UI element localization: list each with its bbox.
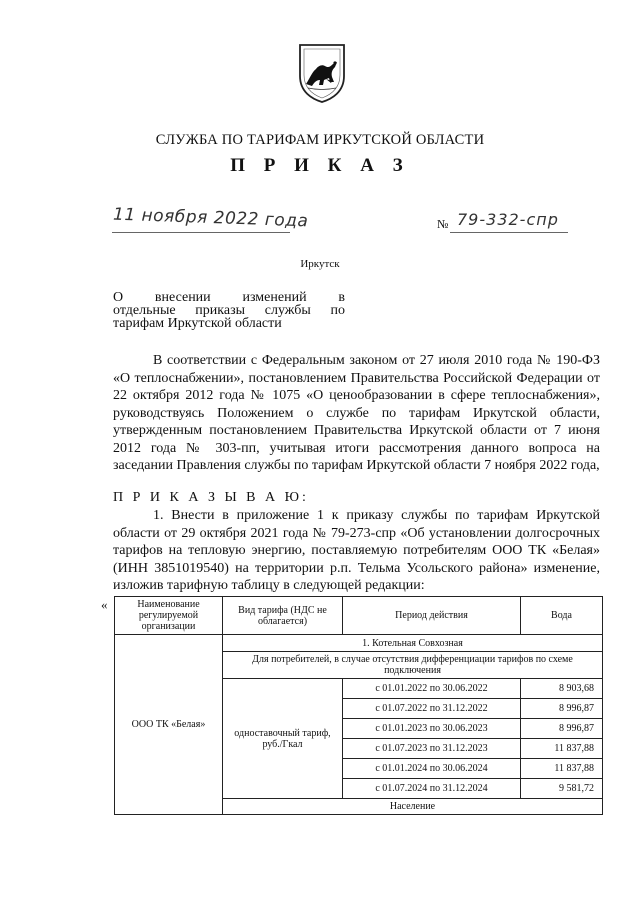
subject-line: отдельные приказы службы по [113,303,345,318]
organization-cell: ООО ТК «Белая» [115,635,223,815]
number-underline [450,232,568,233]
period-cell: с 01.01.2024 по 30.06.2024 [343,759,521,779]
subject-line: О внесении изменений в [113,290,345,305]
value-cell: 8 903,68 [521,679,603,699]
period-cell: с 01.01.2023 по 30.06.2023 [343,719,521,739]
table-header-row [115,597,603,635]
population-section-cell: Население [223,799,603,815]
section-title-cell: 1. Котельная Совхозная [223,635,603,652]
order-subject [113,291,345,330]
table-row [115,635,603,652]
value-cell: 11 837,88 [521,739,603,759]
date-underline [112,232,290,233]
subject-line: тарифам Иркутской области [113,316,282,331]
period-cell: с 01.01.2022 по 30.06.2022 [343,679,521,699]
tariff-type-cell: одноставочный тариф, руб./Гкал [223,679,343,799]
period-cell: с 01.07.2024 по 31.12.2024 [343,779,521,799]
order-item-1-paragraph: 1. Внести в приложение 1 к приказу службы по тарифам Иркутской области от 29 октября 2021 года № 79-273-спр «Об установлении долгосрочных тарифов на тепловую энергию, поставляемую потребителям ООО ТК «Белая» (ИНН 3851019540) на территории р.п. Тельма Усольского района» изменение, изложив тарифную таблицу в следующей редакции: [113,508,600,593]
header-organization: Наименование регулируемой организации [115,597,223,635]
agency-name: СЛУЖБА ПО ТАРИФАМ ИРКУТСКОЙ ОБЛАСТИ [155,132,485,148]
subsection-title-cell: Для потребителей, в случае отсутствия дифференциации тарифов по схеме подключения [223,652,603,679]
preamble-paragraph: В соответствии с Федеральным законом от 27 июля 2010 года № 190-ФЗ «О теплоснабжении», постановлением Правительства Российской Федерации от 22 октября 2012 года № 1075 «О ценообразовании в сфере теплоснабжения», руководствуясь Положением о службе по тарифам Иркутской области, утвержденным постановлением Правительства Иркутской области от 7 июня 2012 года № 303-пп, учитывая итоги рассмотрения данного вопроса на заседании Правления службы по тарифам Иркутской области 7 ноября 2022 года, [113,353,600,473]
value-cell: 8 996,87 [521,719,603,739]
coat-of-arms-emblem [296,42,348,104]
city-name: Иркутск [300,258,340,270]
value-cell: 8 996,87 [521,699,603,719]
header-tariff-type: Вид тарифа (НДС не облагается) [223,597,343,635]
period-cell: с 01.07.2022 по 31.12.2022 [343,699,521,719]
handwritten-date: 11 ноября 2022 года [112,204,309,232]
header-water: Вода [521,597,603,635]
order-keyword: П Р И К А З Ы В А Ю: [113,490,309,505]
header-period: Период действия [343,597,521,635]
number-prefix: № [437,217,449,231]
value-cell: 9 581,72 [521,779,603,799]
document-type-title: П Р И К А З [230,155,410,176]
period-cell: с 01.07.2023 по 31.12.2023 [343,739,521,759]
value-cell: 11 837,88 [521,759,603,779]
opening-quote-mark: « [101,597,108,612]
tariff-table [114,596,603,815]
handwritten-order-number: 79-332-спр [457,210,559,229]
